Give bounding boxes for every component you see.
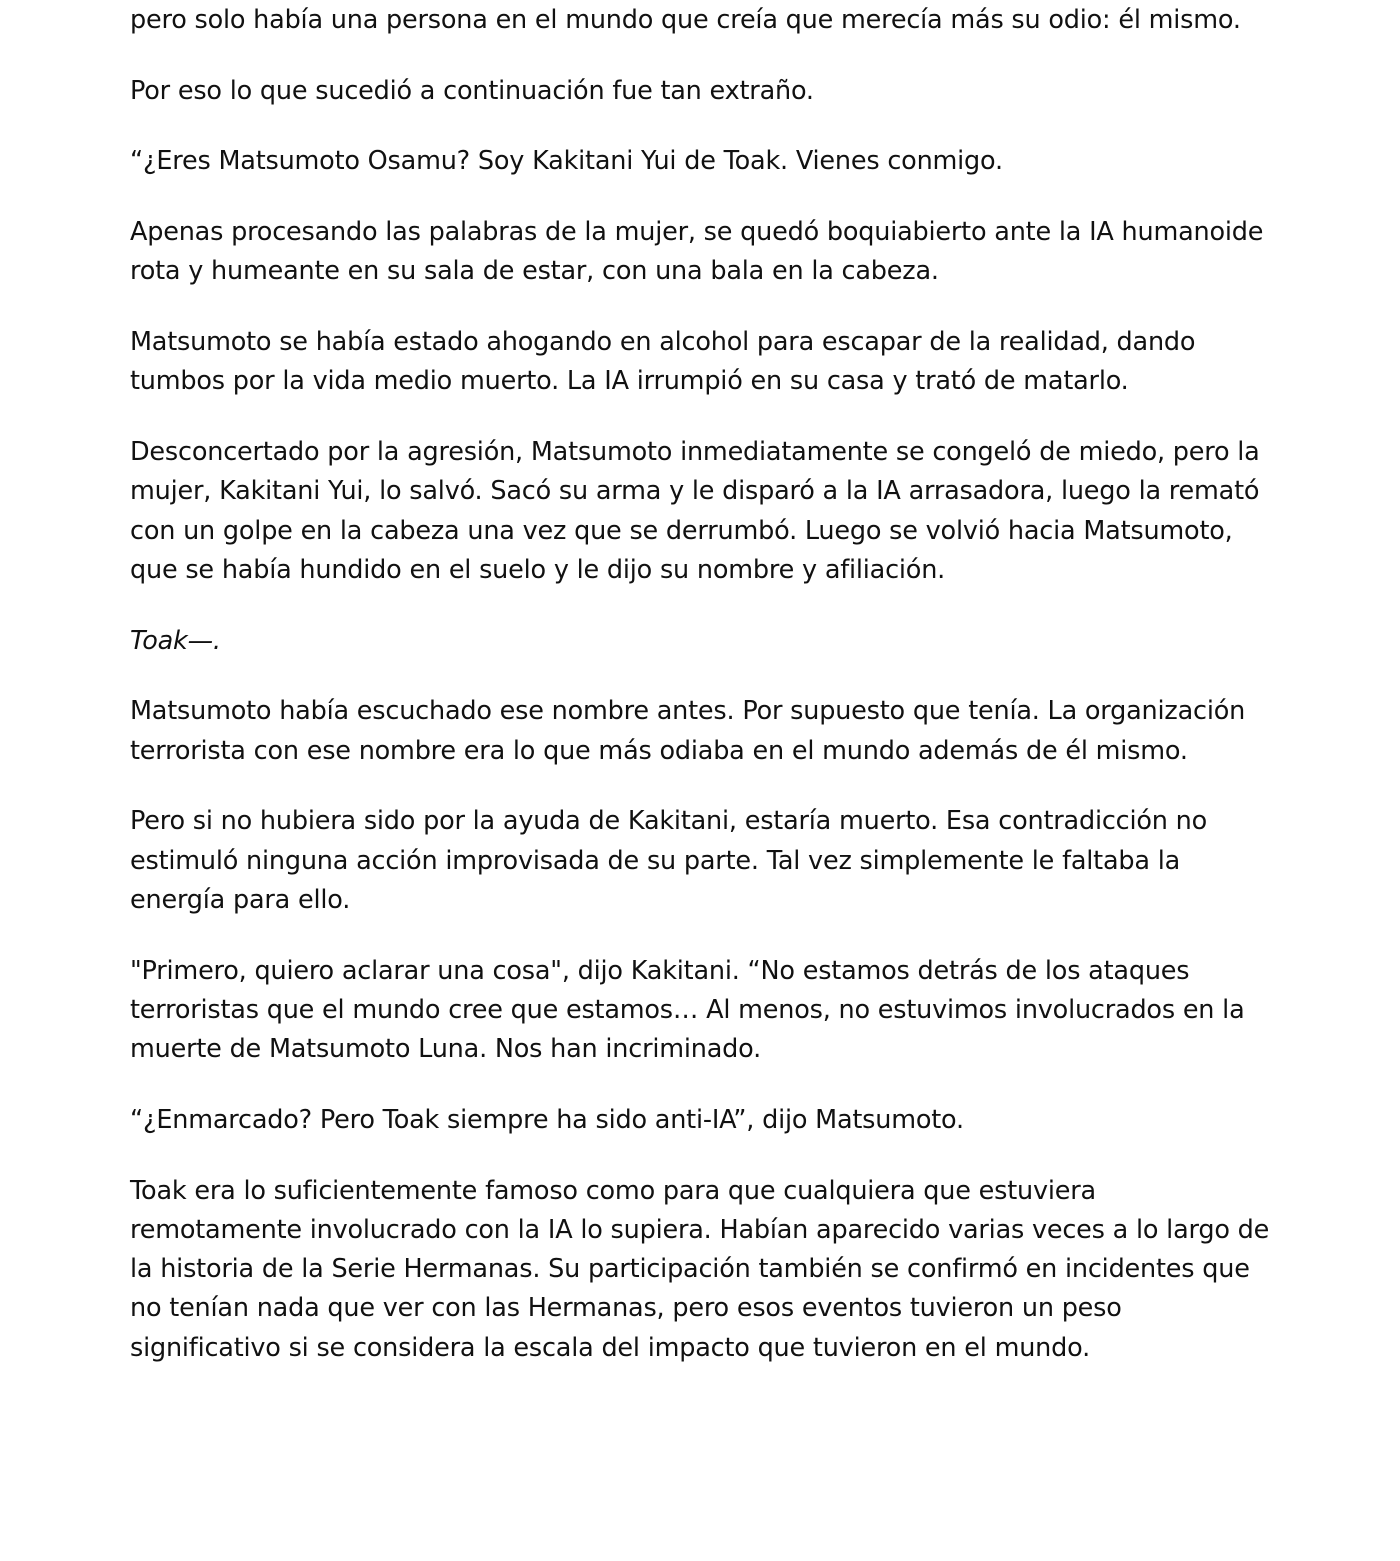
paragraph-11: “¿Enmarcado? Pero Toak siempre ha sido anti-IA”, dijo Matsumoto. [130,1104,964,1135]
paragraph-8: Matsumoto había escuchado ese nombre antes. Por supuesto que tenía. La organización terrorista con ese nombre era lo que más odiaba en el mundo además de él mismo. [130,696,1246,766]
paragraph-5: Matsumoto se había estado ahogando en alcohol para escapar de la realidad, dando tumbos por la vida medio muerto. La IA irrumpió en su casa y trató de matarlo. [130,327,1196,397]
paragraph-1: pero solo había una persona en el mundo que creía que merecía más su odio: él mismo. [130,5,1241,35]
paragraph-4: Apenas procesando las palabras de la mujer, se quedó boquiabierto ante la IA humanoide rota y humeante en su sala de estar, con una bala en la cabeza. [130,217,1264,287]
paragraph-2: Por eso lo que sucedió a continuación fue tan extraño. [130,75,814,106]
paragraph-7-italic: Toak—. [130,625,221,656]
paragraph-10: "Primero, quiero aclarar una cosa", dijo Kakitani. “No estamos detrás de los ataques terroristas que el mundo cree que estamos… Al menos, no estuvimos involucrados en la muerte de Matsumoto Luna. Nos han incriminado. [130,955,1245,1065]
document-page [130,1,1275,1399]
paragraph-3: “¿Eres Matsumoto Osamu? Soy Kakitani Yui de Toak. Vienes conmigo. [130,146,1003,177]
paragraph-9: Pero si no hubiera sido por la ayuda de Kakitani, estaría muerto. Esa contradicción no estimuló ninguna acción improvisada de su parte. Tal vez simplemente le faltaba la energía para ello. [130,806,1207,915]
paragraph-6: Desconcertado por la agresión, Matsumoto inmediatamente se congeló de miedo, pero la mujer, Kakitani Yui, lo salvó. Sacó su arma y le disparó a la IA arrasadora, luego la remató con un golpe en la cabeza una vez que se derrumbó. Luego se volvió hacia Matsumoto, que se había hundido en el suelo y le dijo su nombre y afiliación. [130,437,1260,585]
paragraph-12: Toak era lo suficientemente famoso como para que cualquiera que estuviera remotamente involucrado con la IA lo supiera. Habían aparecido varias veces a lo largo de la historia de la Serie Hermanas. Su participación también se confirmó en incidentes que no tenían nada que ver con las Hermanas, pero esos eventos tuvieron un peso significativo si se considera la escala del impacto que tuvieron en el mundo. [130,1175,1270,1363]
